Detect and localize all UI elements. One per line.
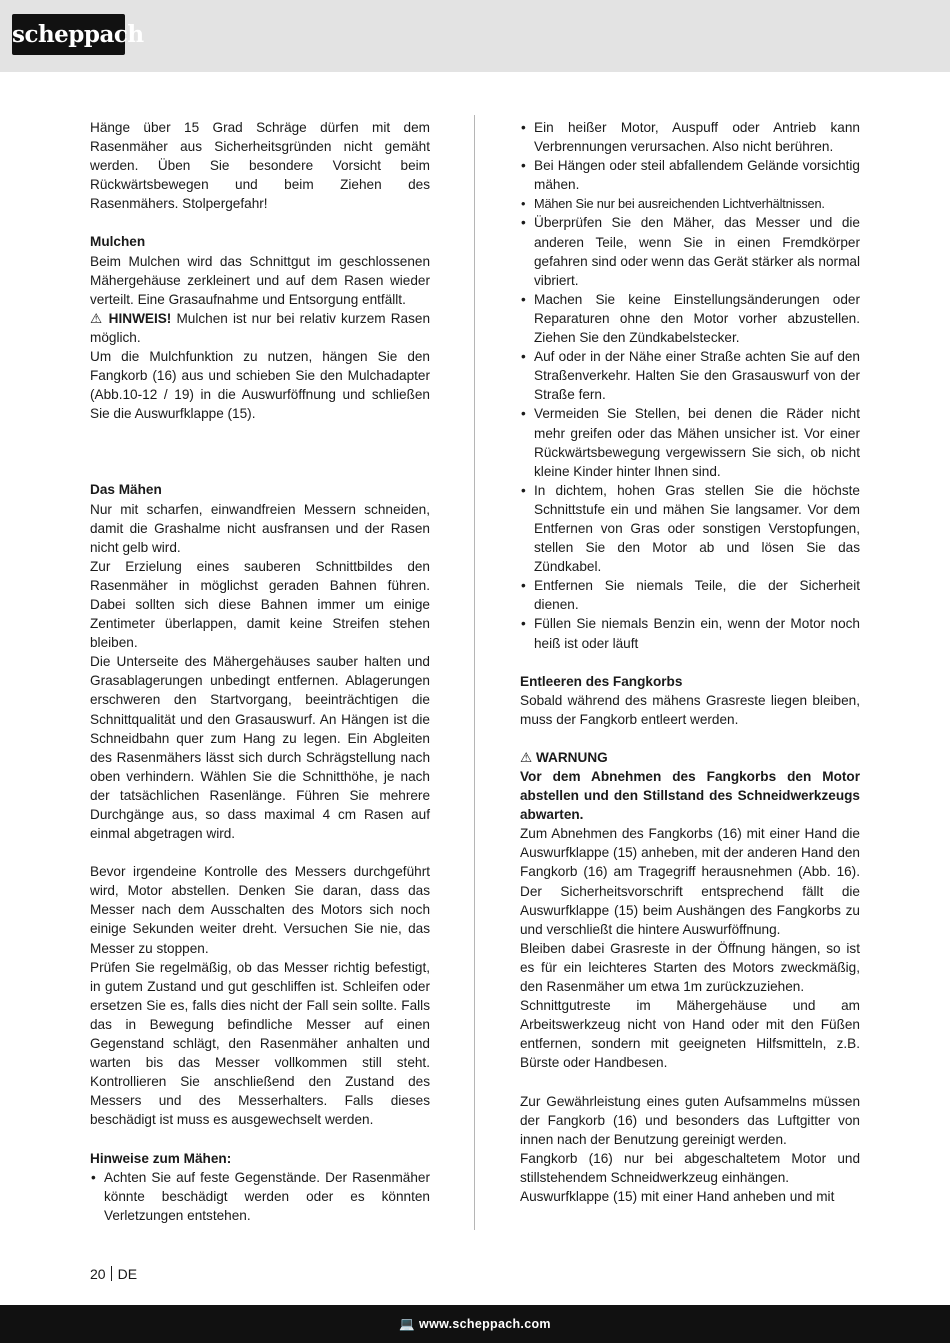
section-heading-entleeren: Entleeren des Fangkorbs [520,673,683,689]
list-item: • Überprüfen Sie den Mäher, das Messer und die anderen Teile, wenn Sie in einen Fremdkörper gefahren sind oder wenn das Gerät stärker als normal vibriert. [520,213,860,289]
mulchen-paragraph-1: Beim Mulchen wird das Schnittgut im geschlossenen Mähergehäuse zerkleinert und auf dem Rasen wieder verteilt. Eine Grasaufnahme und Entsorgung entfällt. [90,253,430,307]
entleeren-paragraph: Sobald während des mähens Grasreste liegen bleiben, muss der Fangkorb entleert werden. [520,692,860,727]
section-heading-mulchen: Mulchen [90,234,146,250]
maehen-paragraph-2: Zur Erzielung eines sauberen Schnittbildes den Rasenmäher in möglichst geraden Bahnen führen. Dabei sollten sich diese Bahnen immer um einige Zentimeter überlappen, damit keine Streifen stehen bleiben. [90,558,430,651]
list-item: • In dichtem, hohen Gras stellen Sie die höchste Schnittstufe ein und mähen Sie langsamer. Vor dem Entfernen von Gras oder sonstigen Verstopfungen, stellen Sie den Motor ab und lösen Sie das Zündkabel. [520,481,860,576]
kontrolle-paragraph-2: Prüfen Sie regelmäßig, ob das Messer richtig befestigt, in gutem Zustand und gut geschliffen ist. Schleifen oder ersetzen Sie es, falls dies nicht der Fall sein sollte. Falls das in Bewegung befindliche Messer auf einen Gegenstand schlägt, den Rasenmäher anhalten und warten bis das Messer vollkommen still steht. Kontrollieren Sie anschließend den Zustand des Messers und des Messerhalters. Falls dieses beschädigt ist muss es ausgewechselt werden. [90,959,430,1128]
fangkorb-paragraph-4: Zur Gewährleistung eines guten Aufsammelns müssen der Fangkorb (16) und besonders das Luftgitter von innen nach der Benutzung gereinigt werden. [520,1093,860,1147]
warning-icon: ⚠ [520,749,533,765]
page-language: DE [117,1266,138,1282]
list-item: • Auf oder in der Nähe einer Straße achten Sie auf den Straßenverkehr. Halten Sie den Grasauswurf von der Straße fern. [520,347,860,404]
list-item: • Füllen Sie niemals Benzin ein, wenn der Motor noch heiß ist oder läuft [520,614,860,652]
left-column [90,118,430,1225]
fangkorb-paragraph-5: Fangkorb (16) nur bei abgeschaltetem Motor und stillstehendem Schneidwerkzeug einhängen. [520,1150,860,1185]
list-item: • Machen Sie keine Einstellungsänderungen oder Reparaturen ohne den Motor vorher abzustellen. Ziehen Sie den Zündkabelstecker. [520,290,860,347]
fangkorb-paragraph-3: Schnittgutreste im Mähergehäuse und am Arbeitswerkzeug nicht von Hand oder mit den Füßen entfernen, sondern mit geeigneten Hilfsmitteln, z.B. Bürste oder Handbesen. [520,998,860,1071]
mulchen-paragraph-2: Um die Mulchfunktion zu nutzen, hängen Sie den Fangkorb (16) aus und schieben Sie den Mulchadapter (Abb.10-12 / 19) in die Auswurföffnung und schließen Sie die Auswurfklappe (15). [90,349,430,422]
list-item: • Mähen Sie nur bei ausreichenden Lichtverhältnissen. [520,194,860,213]
right-column [520,118,860,1206]
section-heading-hinweise: Hinweise zum Mähen: [90,1150,232,1166]
fangkorb-paragraph-1: Zum Abnehmen des Fangkorbs (16) mit einer Hand die Auswurfklappe (15) anheben, mit der anderen Hand den Fangkorb (16) am Tragegriff herausnehmen (Abb. 16). Der Sicherheitsvorschrift entsprechend fällt die Auswurfklappe (15) beim Aushängen des Fangkorbs zu und verschließt die hintere Auswurföffnung. [520,826,860,937]
header-bar [0,0,950,72]
hinweise-list [90,1168,430,1225]
maehen-paragraph-1: Nur mit scharfen, einwandfreien Messern schneiden, damit die Grashalme nicht ausfransen und der Rasen nicht gelb wird. [90,501,430,555]
page-number-value: 20 [90,1266,106,1282]
maehen-paragraph-3: Die Unterseite des Mähergehäuses sauber halten und Grasablagerungen unbedingt entfernen. Ablagerungen erschweren den Startvorgang, beeinträchtigen die Schnittqualität und den Grasauswurf. An Hängen ist die Schneidbahn quer zum Hang zu legen. Ein Abgleiten des Rasenmähers lässt sich durch Schrägstellung nach oben verhindern. Wählen Sie die Schnitthöhe, je nach der tatsächlichen Rasenlänge. Führen Sie mehrere Durchgänge aus, so dass maximal 4 cm Rasen auf einmal abgetragen wird. [90,654,430,842]
page-number [90,1266,137,1282]
footer-bar [0,1305,950,1343]
footer-url[interactable]: www.scheppach.com [419,1317,551,1331]
section-heading-maehen: Das Mähen [90,482,162,498]
column-divider [474,115,475,1230]
warning-icon: ⚠ [90,310,104,326]
list-item: • Bei Hängen oder steil abfallendem Gelände vorsichtig mähen. [520,156,860,194]
computer-icon: 💻 [399,1317,416,1331]
list-item: • Entfernen Sie niemals Teile, die der Sicherheit dienen. [520,576,860,614]
fangkorb-paragraph-6: Auswurfklappe (15) mit einer Hand anheben und mit [520,1188,835,1204]
kontrolle-paragraph-1: Bevor irgendeine Kontrolle des Messers durchgeführt wird, Motor abstellen. Denken Sie daran, dass das Messer nach dem Ausschalten des Motors sich noch einige Sekunden weiter dreht. Versuchen Sie nie, das Messer zu stoppen. [90,864,430,956]
intro-paragraph: Hänge über 15 Grad Schräge dürfen mit dem Rasenmäher aus Sicherheitsgründen nicht gemäht werden. Üben Sie besondere Vorsicht beim Rückwärtsbewegen und beim Ziehen des Rasenmähers. Stolpergefahr! [90,120,430,212]
fangkorb-paragraph-2: Bleiben dabei Grasreste in der Öffnung hängen, so ist es für ein leichteres Starten des Motors zweckmäßig, den Rasenmäher um etwa 1m zurückzuziehen. [520,940,860,995]
safety-list [520,118,860,653]
list-item: • Vermeiden Sie Stellen, bei denen die Räder nicht mehr greifen oder das Mähen unsicher ist. Vor einer Rückwärtsbewegung vergewissern Sie sich, ob nicht kleine Kinder hinter Ihnen sind. [520,404,860,480]
list-item: • Ein heißer Motor, Auspuff oder Antrieb kann Verbrennungen verursachen. Also nicht berühren. [520,118,860,156]
warning-label: WARNUNG [535,749,608,765]
page-separator [111,1266,112,1281]
hinweis-note [90,309,430,347]
hinweis-label: HINWEIS! [108,310,172,326]
list-item: • Achten Sie auf feste Gegenstände. Der Rasenmäher könnte beschädigt werden oder es könnten Verletzungen entstehen. [90,1168,430,1225]
warning-text: Vor dem Abnehmen des Fangkorbs den Motor abstellen und den Stillstand des Schneidwerkzeugs abwarten. [520,769,860,823]
brand-logo: scheppach [12,14,125,55]
warning-heading [520,748,860,767]
hinweis-text: Mulchen ist nur bei relativ kurzem Rasen möglich. [90,310,431,345]
